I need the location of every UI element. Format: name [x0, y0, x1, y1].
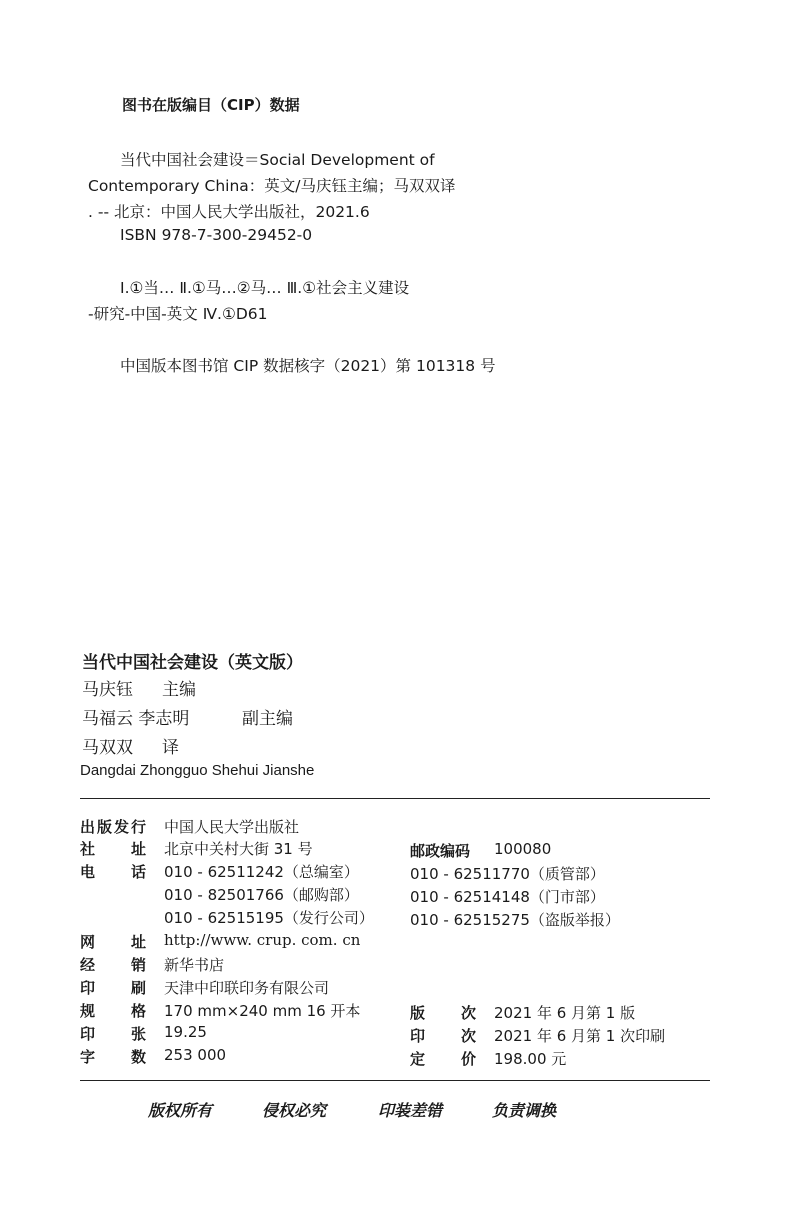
rights-notice: 负责调换	[492, 1101, 557, 1120]
cip-line: Contemporary China：英文/马庆钰主编；马双双译	[88, 177, 456, 195]
distributor-value: 新华书店	[164, 956, 225, 974]
credit-names: 马双双	[82, 738, 133, 758]
rights-notice: 版权所有	[148, 1101, 213, 1120]
format-value: 170 mm×240 mm 16 开本	[164, 1002, 361, 1020]
cip-line: . -- 北京：中国人民大学出版社，2021.6	[88, 203, 370, 221]
phone-value: 010 - 82501766（邮购部）	[164, 886, 359, 904]
postcode-value: 100080	[494, 840, 552, 858]
phone-value: 010 - 62515195（发行公司）	[164, 909, 374, 927]
sheets-value: 19.25	[164, 1023, 207, 1041]
website-value: http://www. crup. com. cn	[164, 931, 361, 949]
credit-role: 副主编	[242, 709, 293, 729]
edition-value: 2021 年 6 月第 1 版	[494, 1004, 636, 1022]
bottom-divider	[80, 1080, 710, 1081]
phone-value: 010 - 62511242（总编室）	[164, 863, 359, 881]
price-value: 198.00 元	[494, 1050, 567, 1068]
cip-isbn: ISBN 978-7-300-29452-0	[120, 226, 313, 244]
publisher-value: 中国人民大学出版社	[164, 818, 300, 836]
book-title: 当代中国社会建设（英文版）	[82, 653, 303, 673]
cip-record-number: 中国版本图书馆 CIP 数据核字（2021）第 101318 号	[120, 357, 496, 375]
cip-classification: Ⅰ.①当… Ⅱ.①马…②马… Ⅲ.①社会主义建设	[120, 279, 410, 297]
credit-names: 马庆钰	[82, 680, 133, 700]
credit-role: 主编	[162, 680, 196, 700]
credit-chief-editor	[82, 675, 196, 700]
word-count-value: 253 000	[164, 1046, 227, 1064]
rights-notice: 印装差错	[378, 1101, 443, 1120]
pinyin-title: Dangdai Zhongguo Shehui Jianshe	[80, 762, 315, 779]
cip-classification: -研究-中国-英文 Ⅳ.①D61	[88, 305, 268, 323]
printer-value: 天津中印联印务有限公司	[164, 979, 330, 997]
phone-value: 010 - 62515275（盗版举报）	[410, 911, 620, 929]
label-postcode: 邮政编码	[410, 842, 471, 860]
phone-value: 010 - 62514148（门市部）	[410, 888, 605, 906]
credit-deputy-editors	[82, 704, 293, 729]
printing-value: 2021 年 6 月第 1 次印刷	[494, 1027, 666, 1045]
top-divider	[80, 798, 710, 799]
credit-names: 马福云 李志明	[82, 709, 190, 729]
credit-role: 译	[162, 738, 179, 758]
cip-line: 当代中国社会建设＝Social Development of	[120, 151, 435, 169]
credit-translator	[82, 733, 179, 758]
address-value: 北京中关村大街 31 号	[164, 840, 313, 858]
phone-value: 010 - 62511770（质管部）	[410, 865, 605, 883]
rights-notice: 侵权必究	[262, 1101, 327, 1120]
cip-heading: 图书在版编目（CIP）数据	[122, 96, 300, 114]
